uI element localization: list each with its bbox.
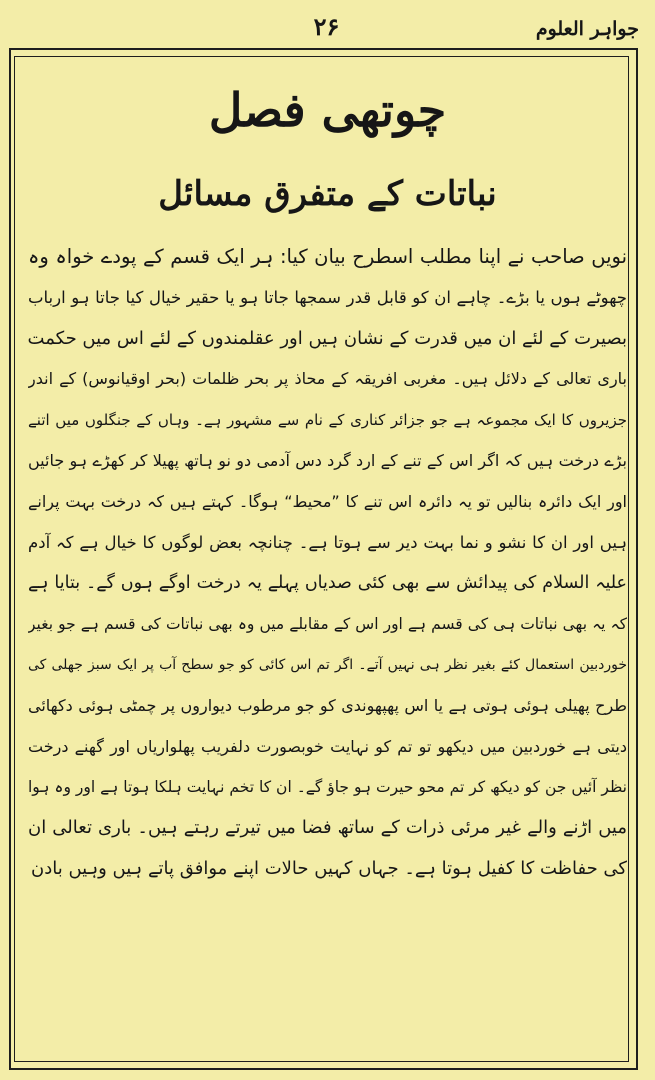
text-line: میں اڑنے والے غیر مرئی ذرات کے ساتھ فضا میں تیرتے رہتے ہیں۔ باری تعالی ان (28, 817, 627, 839)
text-line: چھوٹے ہوں یا بڑے۔ چاہے ان کو قابل قدر سمجھا جاتا ہو یا حقیر خیال کیا جاتا ہو ارباب (28, 287, 627, 307)
running-title: جواہر العلوم (535, 18, 639, 40)
text-line: باری تعالی کے دلائل ہیں۔ مغربی افریقہ کے محاذ پر بحر ظلمات (بحر اوقیانوس) کے اندر (28, 369, 627, 389)
text-line: کی حفاظت کا کفیل ہوتا ہے۔ جہاں کہیں حالات اپنے موافق پاتے ہیں وہیں بادن (31, 857, 627, 879)
text-line: ہیں اور ان کا نشو و نما بہت دیر سے ہوتا ہے۔ چنانچہ بعض لوگوں کا خیال ہے کہ آدم (28, 532, 627, 552)
section-title: نباتات کے متفرق مسائل (158, 174, 497, 214)
text-line: طرح پھیلی ہوئی ہوتی ہے یا اس پھپھوندی کو جو مرطوب دیواروں پر چمٹی ہوئی دکھائی (28, 695, 627, 715)
text-line: علیہ السلام کی پیدائش سے بھی کئی صدیاں پہلے یہ درخت اوگے ہوں گے۔ بتایا ہے (28, 573, 627, 594)
page-header (8, 8, 645, 48)
text-line: اور ایک دائرہ بنالیں تو یہ دائرہ اس تنے کا ”محیط“ ہوگا۔ کہتے ہیں کہ درخت بہت پرانے (28, 491, 627, 511)
text-line: بصیرت کے لئے ان میں قدرت کے نشان ہیں اور عقلمندوں کے لئے اس میں حکمت (28, 327, 627, 349)
text-line: نویں صاحب نے اپنا مطلب اسطرح بیان کیا: ہر ایک قسم کے پودے خواہ وہ (28, 245, 627, 268)
text-line: کہ یہ بھی نباتات ہی کی قسم ہے اور اس کے مقابلے میں وہ بھی نباتات کی قسم ہے جو بغیر (28, 615, 627, 634)
text-line: نظر آئیں جن کو دیکھ کر تم محو حیرت ہو جاؤ گے۔ ان کا تخم نہایت ہلکا ہوتا ہے اور وہ ہوا (28, 778, 627, 797)
body-text (28, 237, 627, 890)
text-line: خوردبین استعمال کئے بغیر نظر ہی نہیں آتے۔ اگر تم اس کائی کو جو سطح آب پر ایک سبز جھلی کی (28, 656, 627, 673)
text-line: دیتی ہے خوردبین میں دیکھو تو تم کو نہایت خوبصورت دلفریب پھلواریاں اور گھنے درخت (28, 736, 627, 756)
page-number: ۲۶ (313, 12, 340, 41)
chapter-title: چوتھی فصل (208, 83, 447, 137)
text-line: جزیروں کا ایک مجموعہ ہے جو جزائر کناری کے نام سے مشہور ہے۔ وہاں کے جنگلوں میں اتنے (28, 411, 627, 430)
text-line: بڑے درخت ہیں کہ اگر اس کے تنے کے ارد گرد دس آدمی دو نو ہاتھ پھیلا کر کھڑے ہو جائیں (28, 450, 627, 470)
